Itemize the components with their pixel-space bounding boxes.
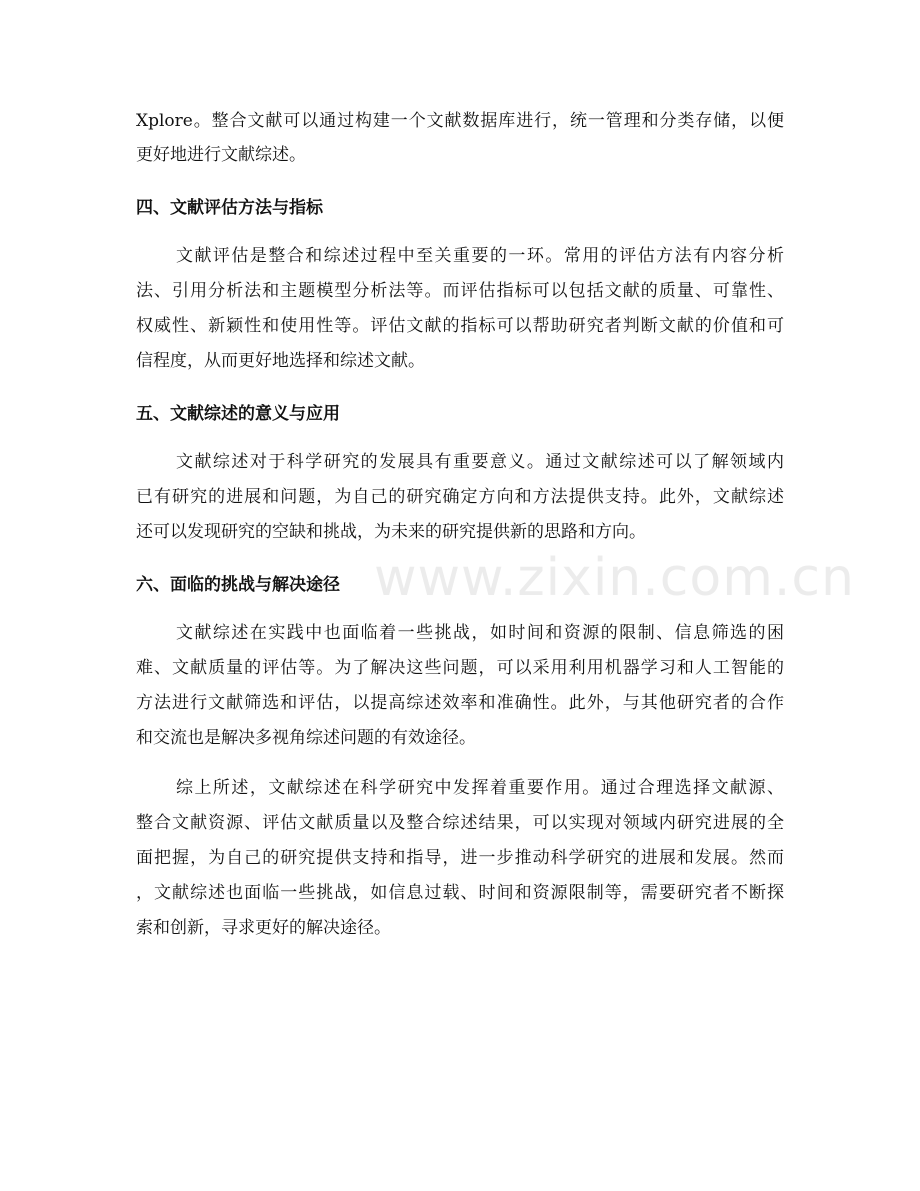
- paragraph-line: 文献综述对于科学研究的发展具有重要意义。通过文献综述可以了解领域内: [176, 452, 784, 472]
- paragraph-line: 信程度，从而更好地选择和综述文献。: [136, 351, 425, 371]
- paragraph-line: 法、引用分析法和主题模型分析法等。而评估指标可以包括文献的质量、可靠性、: [136, 281, 784, 301]
- paragraph-line: 和交流也是解决多视角综述问题的有效途径。: [136, 728, 476, 748]
- section-heading: 六、面临的挑战与解决途径: [136, 575, 340, 595]
- paragraph-line: 难、文献质量的评估等。为了解决这些问题，可以采用利用机器学习和人工智能的: [136, 658, 784, 678]
- paragraph-line: 综上所述，文献综述在科学研究中发挥着重要作用。通过合理选择文献源、: [176, 778, 784, 798]
- paragraph-line: ，文献综述也面临一些挑战，如信息过载、时间和资源限制等，需要研究者不断探: [136, 883, 784, 903]
- watermark: www.zixin.com.cn: [374, 548, 855, 608]
- paragraph-line: 文献综述在实践中也面临着一些挑战，如时间和资源的限制、信息筛选的困: [176, 623, 784, 643]
- paragraph-line: 索和创新，寻求更好的解决途径。: [136, 918, 391, 938]
- paragraph-line: 文献评估是整合和综述过程中至关重要的一环。常用的评估方法有内容分析: [176, 246, 784, 266]
- paragraph-line: 权威性、新颖性和使用性等。评估文献的指标可以帮助研究者判断文献的价值和可: [136, 316, 784, 336]
- paragraph-line: 还可以发现研究的空缺和挑战，为未来的研究提供新的思路和方向。: [136, 522, 646, 542]
- paragraph-line: 更好地进行文献综述。: [136, 145, 306, 165]
- section-heading: 五、文献综述的意义与应用: [136, 404, 340, 424]
- paragraph-line: 面把握，为自己的研究提供支持和指导，进一步推动科学研究的进展和发展。然而: [136, 848, 784, 868]
- paragraph-line: 方法进行文献筛选和评估，以提高综述效率和准确性。此外，与其他研究者的合作: [136, 693, 784, 713]
- paragraph-line: 已有研究的进展和问题，为自己的研究确定方向和方法提供支持。此外，文献综述: [136, 487, 784, 507]
- paragraph-line: Xplore。整合文献可以通过构建一个文献数据库进行，统一管理和分类存储，以便: [136, 111, 784, 131]
- section-heading: 四、文献评估方法与指标: [136, 198, 323, 218]
- paragraph-line: 整合文献资源、评估文献质量以及整合综述结果，可以实现对领域内研究进展的全: [136, 813, 784, 833]
